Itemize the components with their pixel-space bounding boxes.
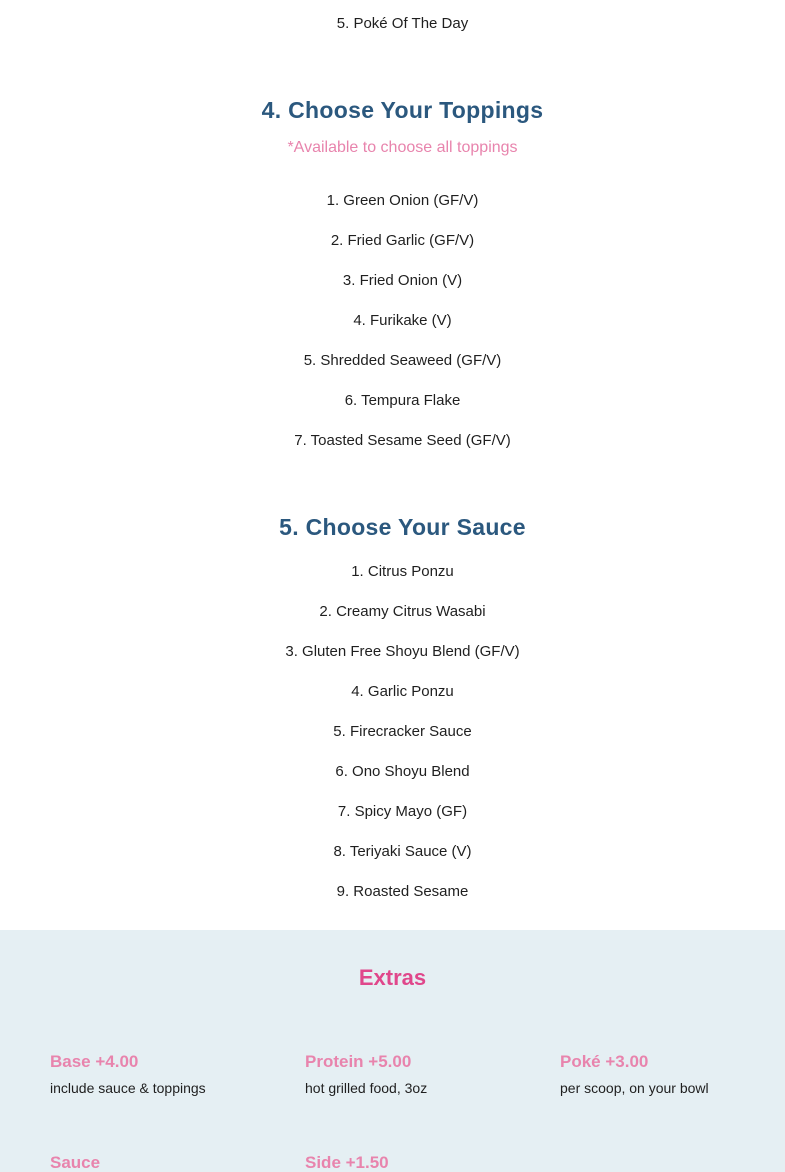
list-item: 3. Fried Onion (V)	[342, 272, 463, 289]
extra-name: Poké +3.00	[560, 1052, 649, 1071]
extra-side	[305, 1151, 535, 1172]
list-item: 1. Citrus Ponzu	[351, 563, 454, 580]
extra-desc: per scoop, on your bowl	[560, 1080, 709, 1096]
list-item: 7. Spicy Mayo (GF)	[337, 803, 468, 820]
sauce-list	[0, 562, 785, 922]
list-item: 8. Teriyaki Sauce (V)	[333, 843, 472, 860]
extra-name: Sauce	[50, 1153, 101, 1172]
extra-name: Side +1.50	[305, 1153, 389, 1172]
list-item: 5. Firecracker Sauce	[333, 723, 472, 740]
extra-base	[50, 1050, 280, 1098]
sauce-heading: 5. Choose Your Sauce	[279, 514, 526, 540]
toppings-heading: 4. Choose Your Toppings	[261, 97, 544, 123]
list-item: 4. Garlic Ponzu	[351, 683, 454, 700]
toppings-list	[0, 191, 785, 471]
extras-heading: Extras	[358, 965, 427, 990]
extra-name: Protein +5.00	[305, 1052, 412, 1071]
list-item: 1. Green Onion (GF/V)	[326, 192, 479, 209]
toppings-note: *Available to choose all toppings	[287, 139, 518, 156]
list-item: 9. Roasted Sesame	[336, 883, 469, 900]
list-item: 6. Tempura Flake	[344, 392, 461, 409]
extra-desc: hot grilled food, 3oz	[305, 1080, 428, 1096]
list-item: 5. Shredded Seaweed (GF/V)	[303, 352, 502, 369]
list-item: 4. Furikake (V)	[353, 312, 452, 329]
extra-sauce	[50, 1151, 280, 1172]
extra-poke	[560, 1050, 785, 1098]
extra-desc: include sauce & toppings	[50, 1080, 206, 1096]
extras-section	[0, 930, 785, 1172]
list-item: 6. Ono Shoyu Blend	[335, 763, 470, 780]
poke-list-item: 5. Poké Of The Day	[336, 15, 469, 32]
list-item: 7. Toasted Sesame Seed (GF/V)	[294, 432, 511, 449]
extra-protein	[305, 1050, 535, 1098]
list-item: 3. Gluten Free Shoyu Blend (GF/V)	[285, 643, 520, 660]
list-item: 2. Creamy Citrus Wasabi	[319, 603, 486, 620]
list-item: 2. Fried Garlic (GF/V)	[330, 232, 475, 249]
extra-name: Base +4.00	[50, 1052, 139, 1071]
